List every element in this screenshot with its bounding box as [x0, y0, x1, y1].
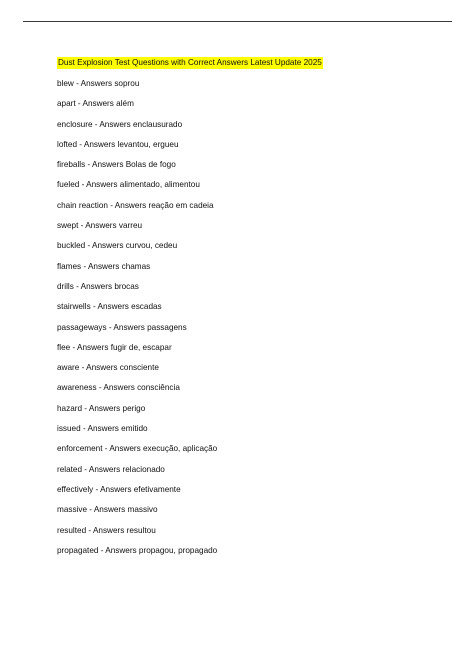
- glossary-entry: aware - Answers consciente: [57, 363, 159, 373]
- glossary-entry: apart - Answers além: [57, 99, 134, 109]
- header-rule: [23, 21, 452, 22]
- glossary-entry: fireballs - Answers Bolas de fogo: [57, 160, 176, 170]
- glossary-list: [57, 78, 217, 565]
- glossary-entry: flee - Answers fugir de, escapar: [57, 342, 172, 352]
- glossary-entry: lofted - Answers levantou, ergueu: [57, 139, 179, 149]
- glossary-entry: enclosure - Answers enclausurado: [57, 119, 183, 129]
- glossary-entry: chain reaction - Answers reação em cadeia: [57, 200, 214, 210]
- glossary-entry: related - Answers relacionado: [57, 464, 165, 474]
- document-title: Dust Explosion Test Questions with Correct Answers Latest Update 2025: [58, 58, 322, 67]
- glossary-entry: issued - Answers emitido: [57, 424, 148, 434]
- glossary-entry: swept - Answers varreu: [57, 221, 143, 231]
- glossary-entry: flames - Answers chamas: [57, 261, 151, 271]
- glossary-entry: awareness - Answers consciência: [57, 383, 180, 393]
- glossary-entry: effectively - Answers efetivamente: [57, 484, 181, 494]
- glossary-entry: resulted - Answers resultou: [57, 525, 156, 535]
- glossary-entry: massive - Answers massivo: [57, 505, 158, 515]
- glossary-entry: passageways - Answers passagens: [57, 322, 187, 332]
- glossary-entry: hazard - Answers perigo: [57, 403, 146, 413]
- glossary-entry: buckled - Answers curvou, cedeu: [57, 241, 178, 251]
- glossary-entry: propagated - Answers propagou, propagado: [57, 545, 218, 555]
- glossary-entry: blew - Answers soprou: [57, 79, 140, 88]
- glossary-entry: enforcement - Answers execução, aplicação: [57, 444, 218, 454]
- glossary-entry: stairwells - Answers escadas: [57, 302, 162, 312]
- glossary-entry: fueled - Answers alimentado, alimentou: [57, 180, 200, 190]
- glossary-entry: drills - Answers brocas: [57, 281, 139, 291]
